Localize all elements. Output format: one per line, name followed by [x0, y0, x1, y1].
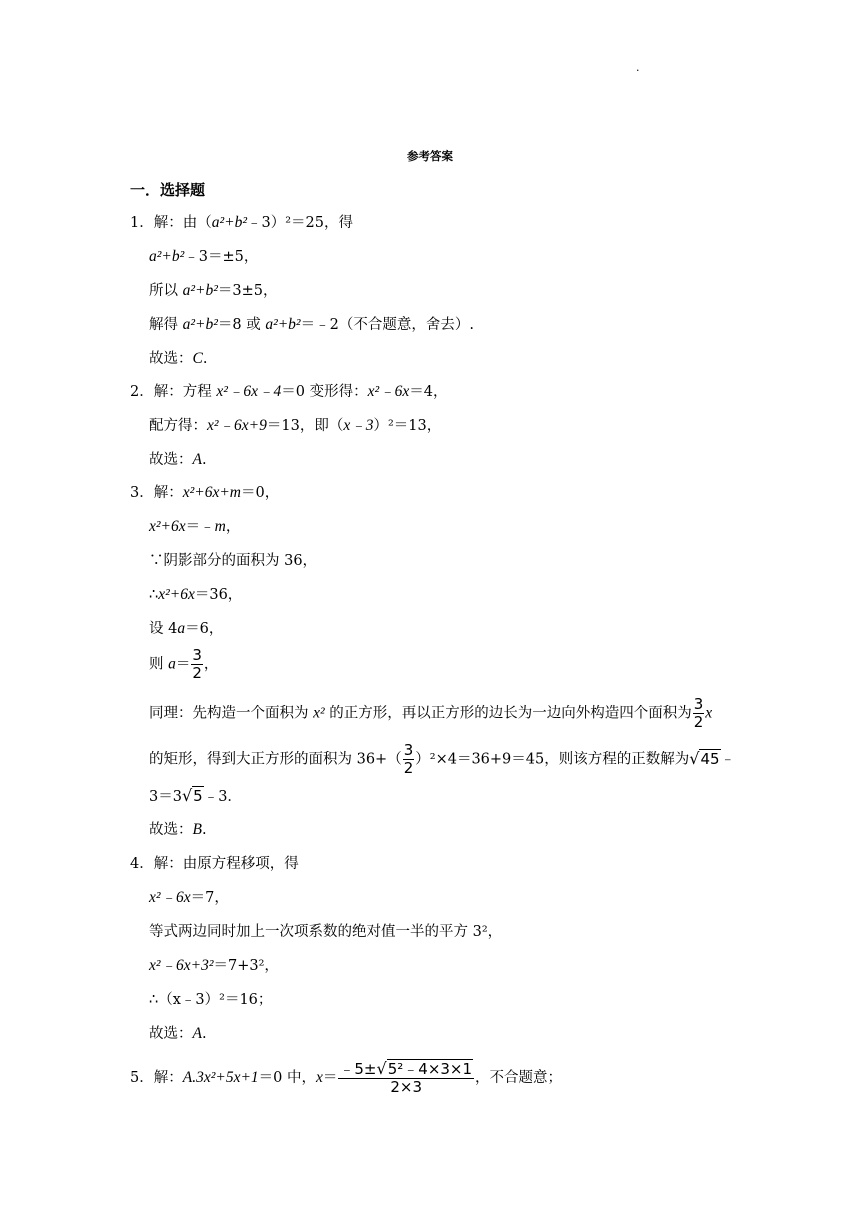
q4-line-4: x²﹣6x+3²＝7+3²， — [149, 957, 279, 974]
q1-line-4: 解得 a²+b²＝8 或 a²+b²＝﹣2（不合题意，舍去）. — [149, 316, 474, 333]
q5-line-1: 5．解：A.3x²+5x+1＝0 中，x＝ $\frac{\text{﹣5±√5²﹣4×3×1}}{2\times 3}$ ，不合题意； — [130, 1059, 563, 1096]
q4-number: 4． — [130, 856, 154, 872]
q3-number: 3． — [130, 485, 154, 501]
page-title: 参考答案 — [407, 149, 453, 163]
q4-line-1: 4．解：由原方程移项，得 — [130, 856, 299, 872]
sqrt-45: √45 — [689, 748, 720, 768]
fraction-three-halves: $\frac{3}{2}$ — [192, 646, 202, 682]
fraction-three-halves: $\frac{3}{2}$ — [403, 741, 414, 777]
q5-number: 5． — [130, 1070, 154, 1086]
q4-line-3: 等式两边同时加上一次项系数的绝对值一半的平方 3²， — [149, 924, 503, 940]
section-heading-choice: 一．选择题 — [130, 181, 206, 199]
fraction-three-halves: $\frac{3}{2}$ — [693, 695, 704, 731]
q4-answer: 故选：A. — [149, 1025, 207, 1042]
q3-line-4: ∴x²+6x＝36， — [149, 586, 243, 603]
page-mark: · — [636, 64, 640, 77]
q2-answer: 故选：A. — [149, 451, 207, 468]
q1-answer: 故选：C. — [149, 350, 208, 367]
q2-line-1: 2．解：方程 x²﹣6x﹣4＝0 变形得：x²﹣6x＝4， — [130, 383, 448, 400]
q4-line-2: x²﹣6x＝7， — [149, 889, 229, 906]
q1-line-2: a²+b²﹣3＝±5， — [149, 248, 259, 265]
sqrt-5: √5 — [181, 786, 203, 805]
quadratic-formula-fraction: $\frac{\text{﹣5±√5²﹣4×3×1}}{2\times 3}$ — [339, 1059, 473, 1096]
q3-line-3: ∵阴影部分的面积为 36， — [149, 553, 318, 569]
q2-number: 2． — [130, 384, 154, 400]
q3-line-5: 设 4a＝6， — [149, 620, 224, 637]
q3-line-1: 3．解：x²+6x+m＝0， — [130, 484, 280, 501]
q3-line-9: 3＝3√5﹣3． — [149, 786, 242, 805]
q3-answer: 故选：B. — [149, 821, 207, 838]
q1-line-1: 1．解：由（a²+b²﹣3）²＝25，得 — [130, 214, 353, 231]
q3-line-6: 则 a＝ $\frac{3}{2}$ ， — [149, 646, 219, 682]
q1-number: 1． — [130, 215, 154, 231]
q4-line-5: ∴（x﹣3）²＝16； — [149, 992, 273, 1008]
q2-line-2: 配方得：x²﹣6x+9＝13，即（x﹣3）²＝13， — [149, 417, 442, 434]
q3-line-2: x²+6x＝﹣m， — [149, 518, 241, 535]
q3-line-8: 的矩形，得到大正方形的面积为 36+（ $\frac{3}{2}$ ）²×4＝36+9＝45，则该方程的正数解为√45﹣ — [149, 741, 736, 777]
q3-line-7: 同理：先构造一个面积为 x² 的正方形，再以正方形的边长为一边向外构造四个面积为 $\frac{3}{2}$ x — [149, 695, 713, 731]
q1-line-3: 所以 a²+b²＝3±5， — [149, 282, 278, 299]
